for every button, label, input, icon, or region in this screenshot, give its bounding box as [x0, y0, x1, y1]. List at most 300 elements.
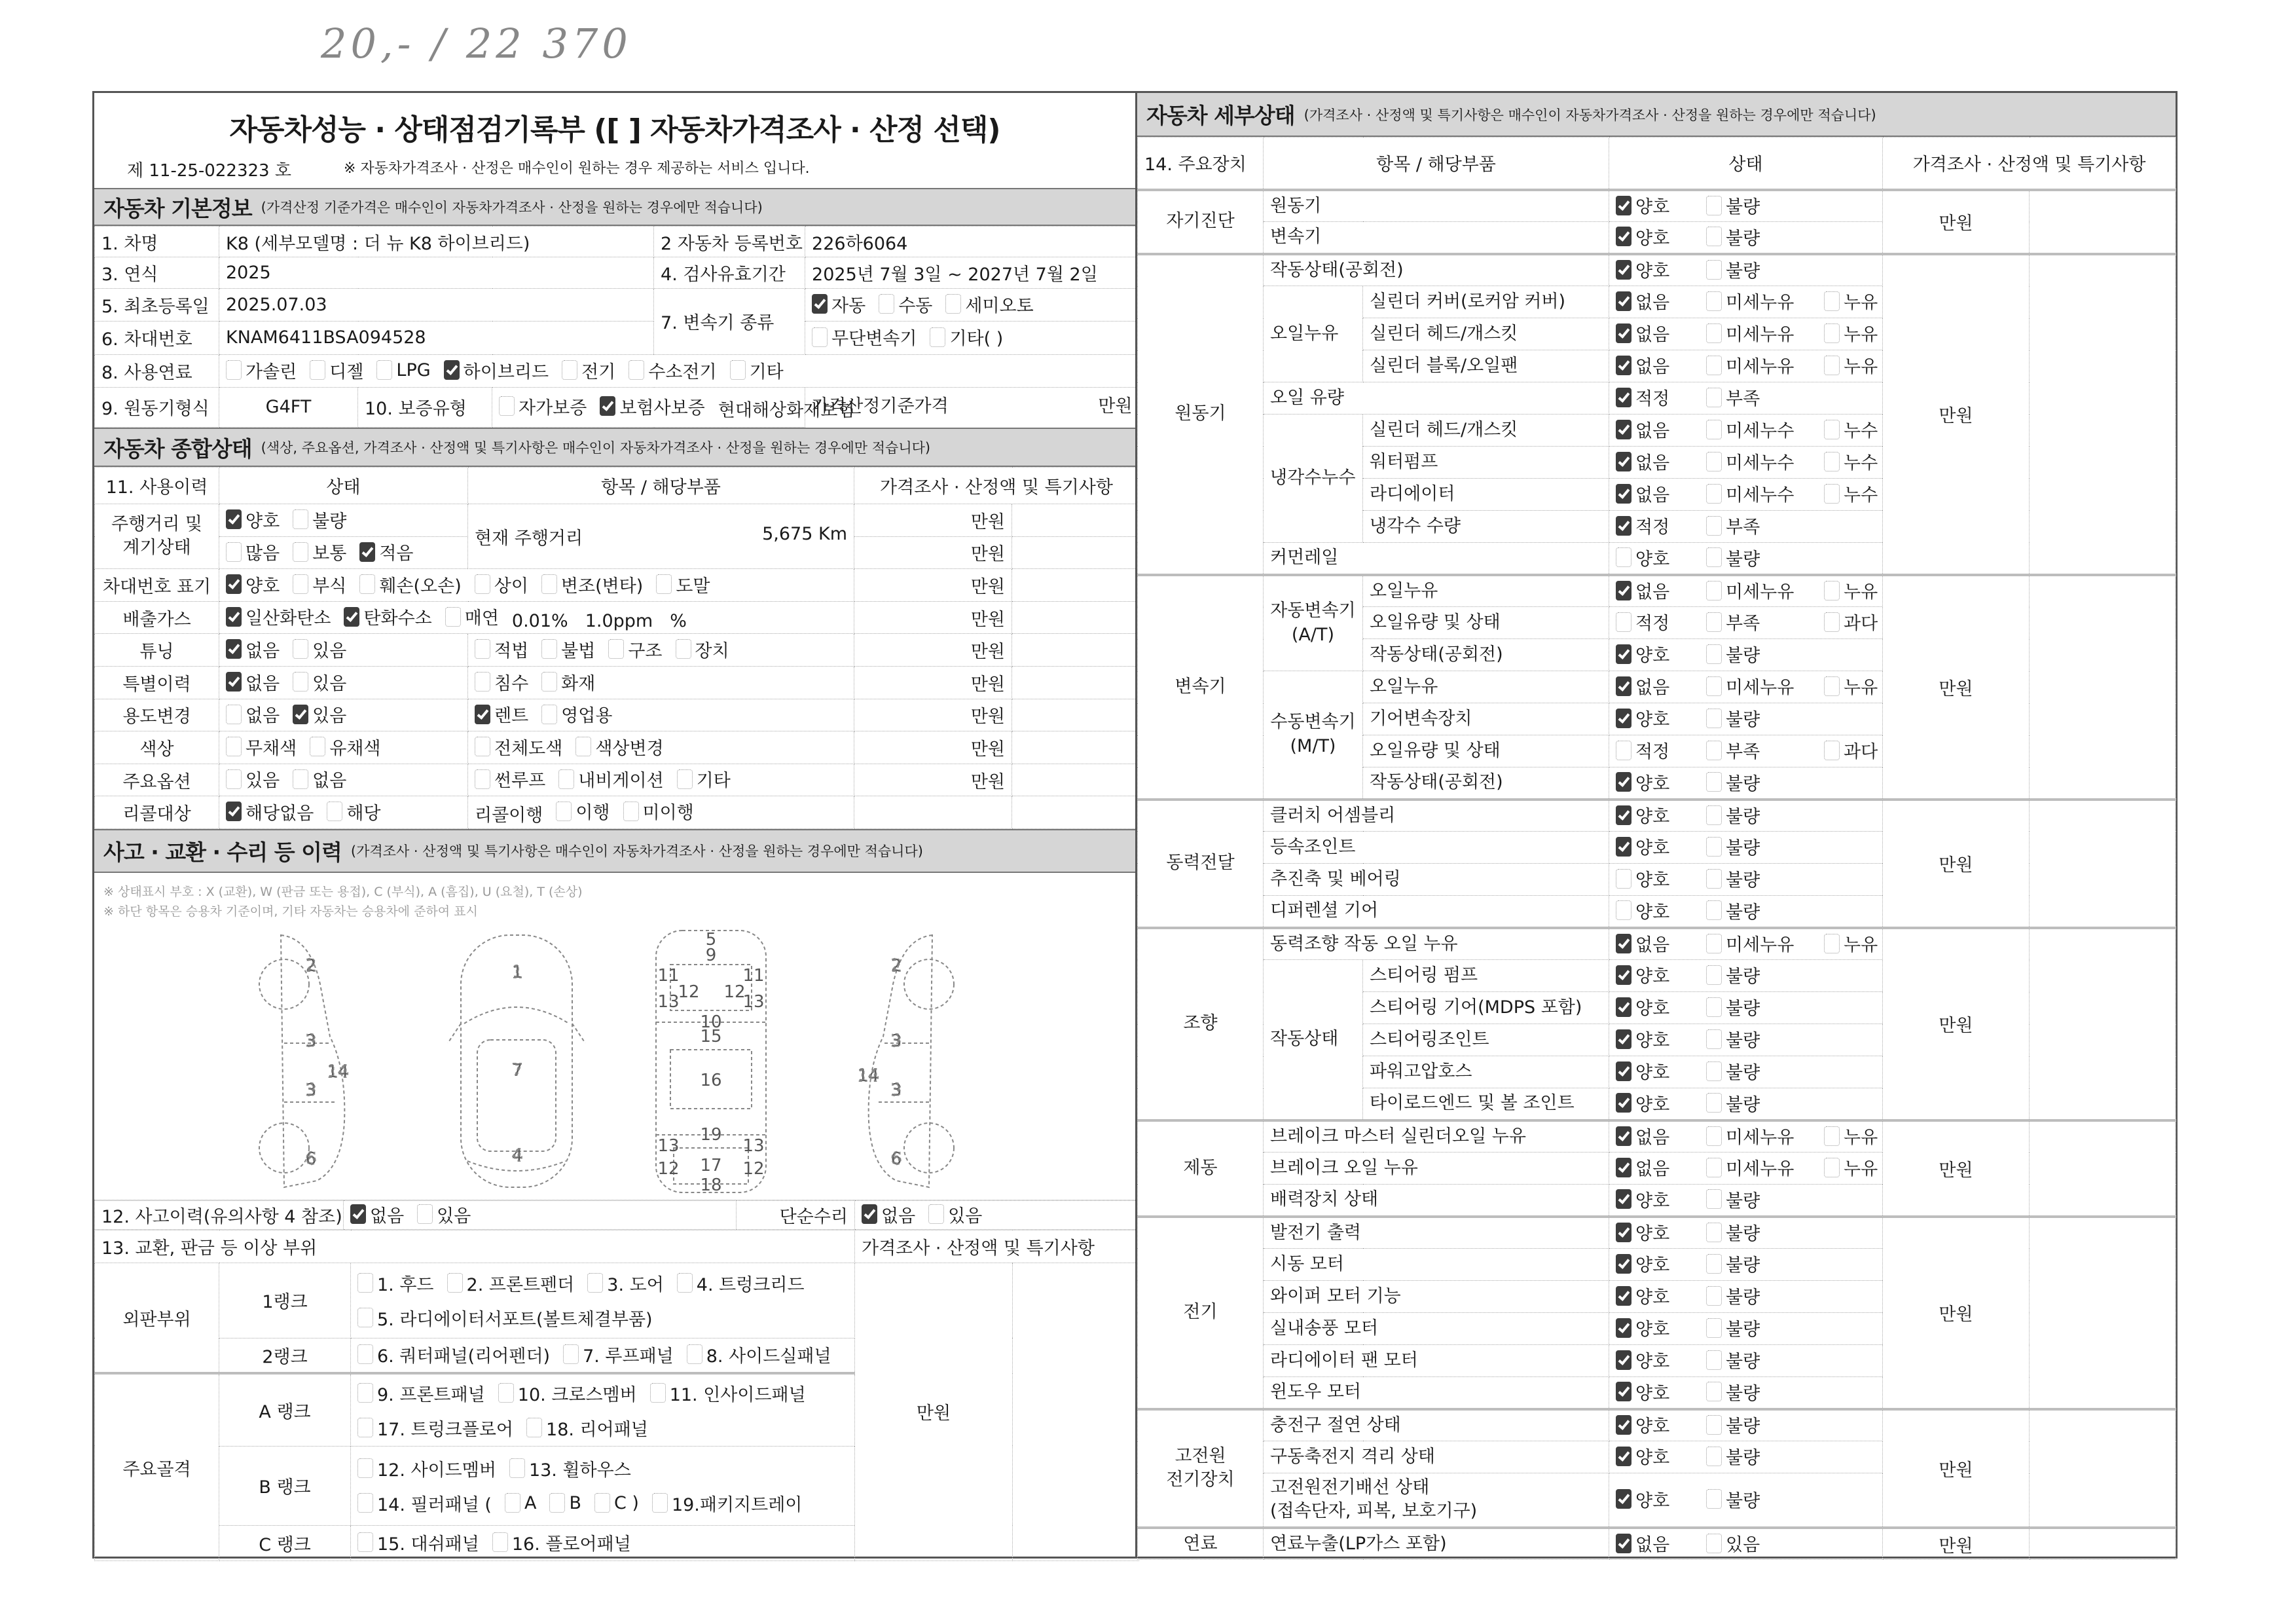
checkbox-option[interactable]	[1616, 834, 1693, 859]
checkbox-option[interactable]	[575, 734, 663, 760]
checkbox[interactable]	[677, 769, 693, 789]
checkbox[interactable]	[1706, 772, 1722, 792]
checkbox-option[interactable]	[475, 701, 528, 727]
checkbox[interactable]	[226, 737, 242, 756]
checkbox-option[interactable]	[310, 358, 363, 383]
checkbox[interactable]	[558, 769, 574, 789]
checkbox[interactable]	[376, 360, 392, 380]
checkbox-option[interactable]	[1616, 193, 1693, 218]
checkbox[interactable]	[445, 607, 461, 627]
checkbox-option[interactable]	[1824, 737, 1878, 763]
checked-checkbox[interactable]	[1616, 356, 1631, 375]
checkbox-option[interactable]	[357, 1456, 496, 1481]
checkbox-option[interactable]	[1824, 416, 1878, 442]
checkbox[interactable]	[475, 672, 490, 692]
checkbox-option[interactable]	[1706, 320, 1811, 346]
checkbox-option[interactable]	[1616, 1486, 1693, 1512]
checkbox-option[interactable]	[1706, 481, 1811, 506]
checkbox[interactable]	[1706, 516, 1722, 536]
checkbox-option[interactable]	[357, 1490, 492, 1516]
checkbox[interactable]	[357, 1273, 373, 1293]
checkbox-option[interactable]	[1706, 1412, 1811, 1437]
checkbox-option[interactable]	[608, 637, 662, 662]
checkbox-option[interactable]	[475, 669, 528, 695]
checkbox-option[interactable]	[812, 324, 917, 350]
checkbox[interactable]	[1706, 227, 1722, 246]
checkbox[interactable]	[687, 1344, 702, 1364]
checkbox-option[interactable]	[1616, 1219, 1693, 1245]
checked-checkbox[interactable]	[1616, 1489, 1631, 1509]
checkbox-option[interactable]	[1706, 802, 1811, 828]
checked-checkbox[interactable]	[226, 574, 242, 594]
checkbox-option[interactable]	[1616, 1530, 1693, 1556]
checkbox-option[interactable]	[879, 291, 932, 317]
checkbox-option[interactable]	[1616, 994, 1693, 1020]
checkbox-option[interactable]	[357, 1270, 434, 1296]
checkbox-option[interactable]	[1616, 1251, 1693, 1276]
checkbox-option[interactable]	[562, 358, 615, 383]
checkbox-option[interactable]	[1706, 769, 1811, 795]
checkbox-option[interactable]	[1824, 1123, 1878, 1149]
checkbox-option[interactable]	[1616, 1187, 1693, 1212]
checkbox[interactable]	[359, 574, 375, 594]
checkbox[interactable]	[1824, 420, 1840, 439]
checkbox-option[interactable]	[1616, 513, 1693, 538]
checkbox-option[interactable]	[1824, 1154, 1878, 1180]
checkbox[interactable]	[1706, 1534, 1722, 1553]
checkbox-option[interactable]	[650, 1380, 806, 1406]
checkbox-option[interactable]	[1706, 1379, 1811, 1405]
checked-checkbox[interactable]	[1616, 1126, 1631, 1146]
checkbox-option[interactable]	[350, 1202, 404, 1227]
checkbox-option[interactable]	[1616, 1154, 1693, 1180]
checkbox-option[interactable]	[558, 766, 663, 792]
checkbox[interactable]	[1824, 484, 1840, 504]
checked-checkbox[interactable]	[1616, 1189, 1631, 1209]
checkbox-option[interactable]	[862, 1202, 915, 1227]
checkbox-option[interactable]	[1824, 609, 1878, 635]
checkbox[interactable]	[1706, 260, 1722, 280]
checked-checkbox[interactable]	[1616, 227, 1631, 246]
checkbox[interactable]	[492, 1532, 508, 1552]
checkbox-option[interactable]	[1616, 545, 1693, 570]
checked-checkbox[interactable]	[1616, 805, 1631, 825]
checkbox-option[interactable]	[1616, 673, 1693, 699]
checkbox[interactable]	[1706, 805, 1722, 825]
checkbox[interactable]	[1824, 323, 1840, 343]
checkbox[interactable]	[541, 639, 557, 659]
checkbox[interactable]	[730, 360, 746, 380]
checkbox-option[interactable]	[1616, 1347, 1693, 1373]
checkbox-option[interactable]	[1706, 352, 1811, 378]
checkbox-option[interactable]	[549, 1493, 581, 1513]
checkbox-option[interactable]	[475, 572, 528, 597]
checkbox-option[interactable]	[1706, 673, 1811, 699]
checkbox-option[interactable]	[1706, 224, 1811, 249]
checked-checkbox[interactable]	[444, 360, 460, 380]
checkbox[interactable]	[928, 1204, 944, 1224]
checkbox-option[interactable]	[226, 539, 280, 564]
checked-checkbox[interactable]	[1616, 581, 1631, 600]
checkbox[interactable]	[1706, 1223, 1722, 1242]
checkbox-option[interactable]	[1616, 416, 1693, 442]
checkbox[interactable]	[226, 542, 242, 562]
checkbox[interactable]	[1706, 1158, 1722, 1177]
checkbox-option[interactable]	[447, 1270, 575, 1296]
checkbox[interactable]	[1706, 1189, 1722, 1209]
checkbox-option[interactable]	[1616, 769, 1693, 795]
checkbox[interactable]	[650, 1383, 666, 1403]
checked-checkbox[interactable]	[1616, 676, 1631, 696]
checkbox-option[interactable]	[1706, 1187, 1811, 1212]
checkbox[interactable]	[562, 360, 577, 380]
checkbox[interactable]	[629, 360, 644, 380]
checked-checkbox[interactable]	[1616, 1382, 1631, 1401]
checkbox-option[interactable]	[526, 1415, 648, 1441]
checkbox-option[interactable]	[600, 394, 704, 419]
checkbox[interactable]	[541, 672, 557, 692]
checkbox-option[interactable]	[656, 572, 710, 597]
checkbox[interactable]	[652, 1493, 668, 1513]
checkbox-option[interactable]	[1616, 352, 1693, 378]
checkbox[interactable]	[1616, 869, 1631, 889]
checked-checkbox[interactable]	[1616, 196, 1631, 215]
checkbox-option[interactable]	[1616, 737, 1693, 763]
checkbox-option[interactable]	[1616, 802, 1693, 828]
checkbox[interactable]	[1824, 741, 1840, 760]
checkbox-option[interactable]	[1706, 1090, 1811, 1116]
checkbox-option[interactable]	[1824, 320, 1878, 346]
checkbox[interactable]	[1824, 934, 1840, 953]
checkbox-option[interactable]	[498, 1380, 637, 1406]
checkbox-option[interactable]	[1616, 1379, 1693, 1405]
checkbox-option[interactable]	[541, 572, 643, 597]
checkbox-option[interactable]	[1706, 737, 1811, 763]
checkbox-option[interactable]	[1706, 545, 1811, 570]
checkbox[interactable]	[587, 1273, 603, 1293]
checkbox[interactable]	[677, 1273, 693, 1293]
checkbox[interactable]	[293, 509, 308, 529]
checkbox-option[interactable]	[1706, 416, 1811, 442]
checkbox[interactable]	[293, 769, 308, 789]
checked-checkbox[interactable]	[1616, 484, 1631, 504]
checkbox-option[interactable]	[812, 291, 866, 317]
checked-checkbox[interactable]	[1616, 1158, 1631, 1177]
checkbox-option[interactable]	[475, 637, 528, 662]
checkbox[interactable]	[1706, 1447, 1722, 1466]
checkbox-option[interactable]	[687, 1342, 831, 1367]
checkbox-option[interactable]	[226, 637, 280, 662]
checkbox-option[interactable]	[1706, 384, 1811, 410]
checkbox[interactable]	[563, 1344, 579, 1364]
checked-checkbox[interactable]	[226, 639, 242, 659]
checkbox-option[interactable]	[1616, 1315, 1693, 1340]
checkbox-option[interactable]	[1616, 481, 1693, 506]
checkbox-option[interactable]	[541, 669, 595, 695]
checked-checkbox[interactable]	[226, 802, 242, 821]
checkbox-option[interactable]	[357, 1530, 479, 1555]
checkbox-option[interactable]	[344, 604, 431, 629]
checkbox[interactable]	[1706, 356, 1722, 375]
checkbox[interactable]	[1706, 1029, 1722, 1049]
checkbox-option[interactable]	[357, 1342, 550, 1367]
checkbox-option[interactable]	[945, 291, 1033, 317]
checkbox[interactable]	[310, 360, 325, 380]
checked-checkbox[interactable]	[350, 1204, 366, 1224]
checkbox-option[interactable]	[1706, 994, 1811, 1020]
checkbox-option[interactable]	[1706, 193, 1811, 218]
checkbox[interactable]	[226, 360, 242, 380]
checkbox-option[interactable]	[492, 1530, 631, 1555]
checked-checkbox[interactable]	[1616, 516, 1631, 536]
checked-checkbox[interactable]	[475, 705, 490, 724]
checkbox[interactable]	[1824, 676, 1840, 696]
checkbox[interactable]	[357, 1418, 373, 1437]
checkbox[interactable]	[1706, 452, 1722, 471]
checkbox[interactable]	[475, 639, 490, 659]
checkbox-option[interactable]	[444, 358, 549, 383]
checkbox[interactable]	[526, 1418, 542, 1437]
checkbox-option[interactable]	[1706, 1219, 1811, 1245]
checkbox-option[interactable]	[1616, 705, 1693, 731]
checked-checkbox[interactable]	[1616, 291, 1631, 311]
checked-checkbox[interactable]	[1616, 1223, 1631, 1242]
checked-checkbox[interactable]	[812, 294, 828, 314]
checked-checkbox[interactable]	[1616, 1534, 1631, 1553]
checkbox-option[interactable]	[1616, 1443, 1693, 1469]
checkbox[interactable]	[293, 542, 308, 562]
checkbox[interactable]	[1706, 1061, 1722, 1081]
checkbox[interactable]	[293, 574, 308, 594]
checked-checkbox[interactable]	[226, 672, 242, 692]
checkbox-option[interactable]	[541, 637, 595, 662]
checkbox[interactable]	[499, 396, 515, 416]
checkbox-option[interactable]	[1616, 257, 1693, 282]
checked-checkbox[interactable]	[1616, 644, 1631, 664]
checkbox[interactable]	[293, 672, 308, 692]
checkbox-option[interactable]	[541, 701, 612, 727]
checkbox[interactable]	[1616, 547, 1631, 567]
checkbox[interactable]	[623, 802, 639, 821]
checkbox[interactable]	[556, 802, 572, 821]
checkbox-option[interactable]	[930, 324, 1003, 350]
checkbox[interactable]	[1706, 388, 1722, 407]
checkbox[interactable]	[945, 294, 961, 314]
checkbox[interactable]	[1706, 420, 1722, 439]
checkbox-option[interactable]	[1616, 320, 1693, 346]
checkbox-option[interactable]	[293, 701, 346, 727]
checkbox-option[interactable]	[1616, 962, 1693, 987]
checked-checkbox[interactable]	[1616, 1061, 1631, 1081]
checkbox[interactable]	[656, 574, 672, 594]
checkbox[interactable]	[357, 1532, 373, 1552]
checkbox-option[interactable]	[556, 798, 610, 824]
checkbox-option[interactable]	[677, 1270, 805, 1296]
checkbox[interactable]	[1706, 1489, 1722, 1509]
checked-checkbox[interactable]	[1616, 1286, 1631, 1306]
checkbox[interactable]	[357, 1493, 373, 1513]
checkbox[interactable]	[541, 705, 557, 724]
checkbox[interactable]	[509, 1458, 525, 1478]
checkbox[interactable]	[1616, 612, 1631, 632]
checkbox-option[interactable]	[1616, 1412, 1693, 1437]
checkbox-option[interactable]	[293, 766, 346, 792]
checkbox[interactable]	[1616, 900, 1631, 920]
checkbox-option[interactable]	[563, 1342, 674, 1367]
checkbox-option[interactable]	[623, 798, 694, 824]
checkbox-option[interactable]	[357, 1380, 485, 1406]
checkbox-option[interactable]	[1616, 898, 1693, 923]
checkbox-option[interactable]	[652, 1490, 802, 1516]
checkbox[interactable]	[498, 1383, 514, 1403]
checkbox-option[interactable]	[226, 572, 280, 597]
checkbox[interactable]	[226, 705, 242, 724]
checkbox[interactable]	[1824, 1158, 1840, 1177]
checkbox[interactable]	[1706, 934, 1722, 953]
checkbox[interactable]	[1706, 323, 1722, 343]
checked-checkbox[interactable]	[226, 509, 242, 529]
checked-checkbox[interactable]	[1616, 934, 1631, 953]
checkbox-option[interactable]	[1616, 931, 1693, 956]
checkbox-option[interactable]	[1824, 352, 1878, 378]
checkbox-option[interactable]	[1706, 834, 1811, 859]
checkbox-option[interactable]	[1706, 641, 1811, 667]
checkbox[interactable]	[541, 574, 557, 594]
checked-checkbox[interactable]	[1616, 388, 1631, 407]
checkbox-option[interactable]	[1616, 384, 1693, 410]
checked-checkbox[interactable]	[359, 542, 375, 562]
checkbox[interactable]	[575, 737, 591, 756]
checkbox-option[interactable]	[509, 1456, 631, 1481]
checkbox-option[interactable]	[677, 766, 731, 792]
checkbox-option[interactable]	[1706, 609, 1811, 635]
checkbox-option[interactable]	[1706, 1058, 1811, 1084]
checkbox[interactable]	[1706, 644, 1722, 664]
checkbox-option[interactable]	[1706, 898, 1811, 923]
checkbox[interactable]	[1824, 356, 1840, 375]
checkbox-option[interactable]	[499, 394, 587, 419]
checkbox[interactable]	[1824, 581, 1840, 600]
checked-checkbox[interactable]	[1616, 260, 1631, 280]
checkbox-option[interactable]	[226, 799, 314, 824]
checkbox-option[interactable]	[293, 637, 346, 662]
checked-checkbox[interactable]	[344, 607, 359, 627]
checkbox-option[interactable]	[1706, 1530, 1811, 1556]
checkbox[interactable]	[1706, 741, 1722, 760]
checkbox-option[interactable]	[327, 799, 380, 824]
checkbox-option[interactable]	[1616, 224, 1693, 249]
checkbox-option[interactable]	[1616, 1283, 1693, 1308]
checkbox[interactable]	[475, 769, 490, 789]
checkbox[interactable]	[1706, 1126, 1722, 1146]
checked-checkbox[interactable]	[1616, 1029, 1631, 1049]
checkbox-option[interactable]	[587, 1270, 664, 1296]
checked-checkbox[interactable]	[1616, 965, 1631, 985]
checkbox-option[interactable]	[1824, 578, 1878, 603]
checked-checkbox[interactable]	[1616, 1415, 1631, 1435]
checkbox[interactable]	[812, 327, 828, 347]
checkbox[interactable]	[310, 737, 325, 756]
checkbox-option[interactable]	[226, 358, 297, 383]
checkbox[interactable]	[1706, 1415, 1722, 1435]
checkbox-option[interactable]	[1706, 257, 1811, 282]
checkbox-option[interactable]	[1706, 1443, 1811, 1469]
checkbox-option[interactable]	[226, 604, 331, 629]
checkbox-option[interactable]	[594, 1493, 639, 1513]
checkbox[interactable]	[1706, 484, 1722, 504]
checkbox[interactable]	[1706, 581, 1722, 600]
checkbox-option[interactable]	[357, 1415, 513, 1441]
checked-checkbox[interactable]	[1616, 1447, 1631, 1466]
checkbox-option[interactable]	[1616, 288, 1693, 314]
checkbox-option[interactable]	[1706, 1347, 1811, 1373]
checked-checkbox[interactable]	[293, 705, 308, 724]
checkbox[interactable]	[1706, 1318, 1722, 1338]
checkbox-option[interactable]	[505, 1493, 536, 1513]
checked-checkbox[interactable]	[1616, 452, 1631, 471]
checkbox-option[interactable]	[1706, 1154, 1811, 1180]
checkbox-option[interactable]	[730, 358, 784, 383]
checkbox-option[interactable]	[1706, 1026, 1811, 1052]
checkbox[interactable]	[475, 737, 490, 756]
checkbox[interactable]	[608, 639, 624, 659]
checkbox-option[interactable]	[293, 507, 346, 532]
checkbox-option[interactable]	[676, 637, 729, 662]
checkbox-option[interactable]	[1616, 1090, 1693, 1116]
checkbox-option[interactable]	[1706, 449, 1811, 474]
checkbox[interactable]	[1706, 1093, 1722, 1113]
checkbox[interactable]	[1706, 1350, 1722, 1370]
checkbox[interactable]	[1706, 547, 1722, 567]
checkbox-option[interactable]	[1824, 931, 1878, 956]
checkbox-option[interactable]	[475, 766, 545, 792]
checkbox-option[interactable]	[1616, 1058, 1693, 1084]
checked-checkbox[interactable]	[1616, 837, 1631, 857]
checkbox-option[interactable]	[359, 572, 461, 597]
checked-checkbox[interactable]	[1616, 709, 1631, 728]
checkbox[interactable]	[475, 574, 490, 594]
checkbox-option[interactable]	[445, 604, 499, 629]
checkbox[interactable]	[1706, 997, 1722, 1017]
checkbox-option[interactable]	[1616, 641, 1693, 667]
checkbox[interactable]	[1824, 612, 1840, 632]
checkbox-option[interactable]	[629, 358, 716, 383]
checkbox-option[interactable]	[1706, 866, 1811, 891]
checkbox-option[interactable]	[1616, 1123, 1693, 1149]
checkbox-option[interactable]	[226, 766, 280, 792]
checkbox-option[interactable]	[1824, 288, 1878, 314]
checkbox[interactable]	[1824, 452, 1840, 471]
checkbox-option[interactable]	[1616, 609, 1693, 635]
checkbox[interactable]	[1706, 676, 1722, 696]
checkbox-option[interactable]	[1824, 449, 1878, 474]
checked-checkbox[interactable]	[600, 396, 615, 416]
checkbox[interactable]	[505, 1493, 520, 1513]
checkbox[interactable]	[417, 1204, 433, 1224]
checkbox-option[interactable]	[1706, 705, 1811, 731]
checkbox[interactable]	[549, 1493, 565, 1513]
checkbox[interactable]	[1706, 869, 1722, 889]
checkbox-option[interactable]	[1706, 513, 1811, 538]
checkbox[interactable]	[1616, 741, 1631, 760]
checkbox-option[interactable]	[1616, 866, 1693, 891]
checkbox-option[interactable]	[928, 1202, 982, 1227]
checkbox-option[interactable]	[359, 539, 413, 564]
checkbox[interactable]	[357, 1383, 373, 1403]
checkbox-option[interactable]	[1706, 578, 1811, 603]
checkbox-option[interactable]	[1616, 449, 1693, 474]
checkbox-option[interactable]	[1706, 1283, 1811, 1308]
